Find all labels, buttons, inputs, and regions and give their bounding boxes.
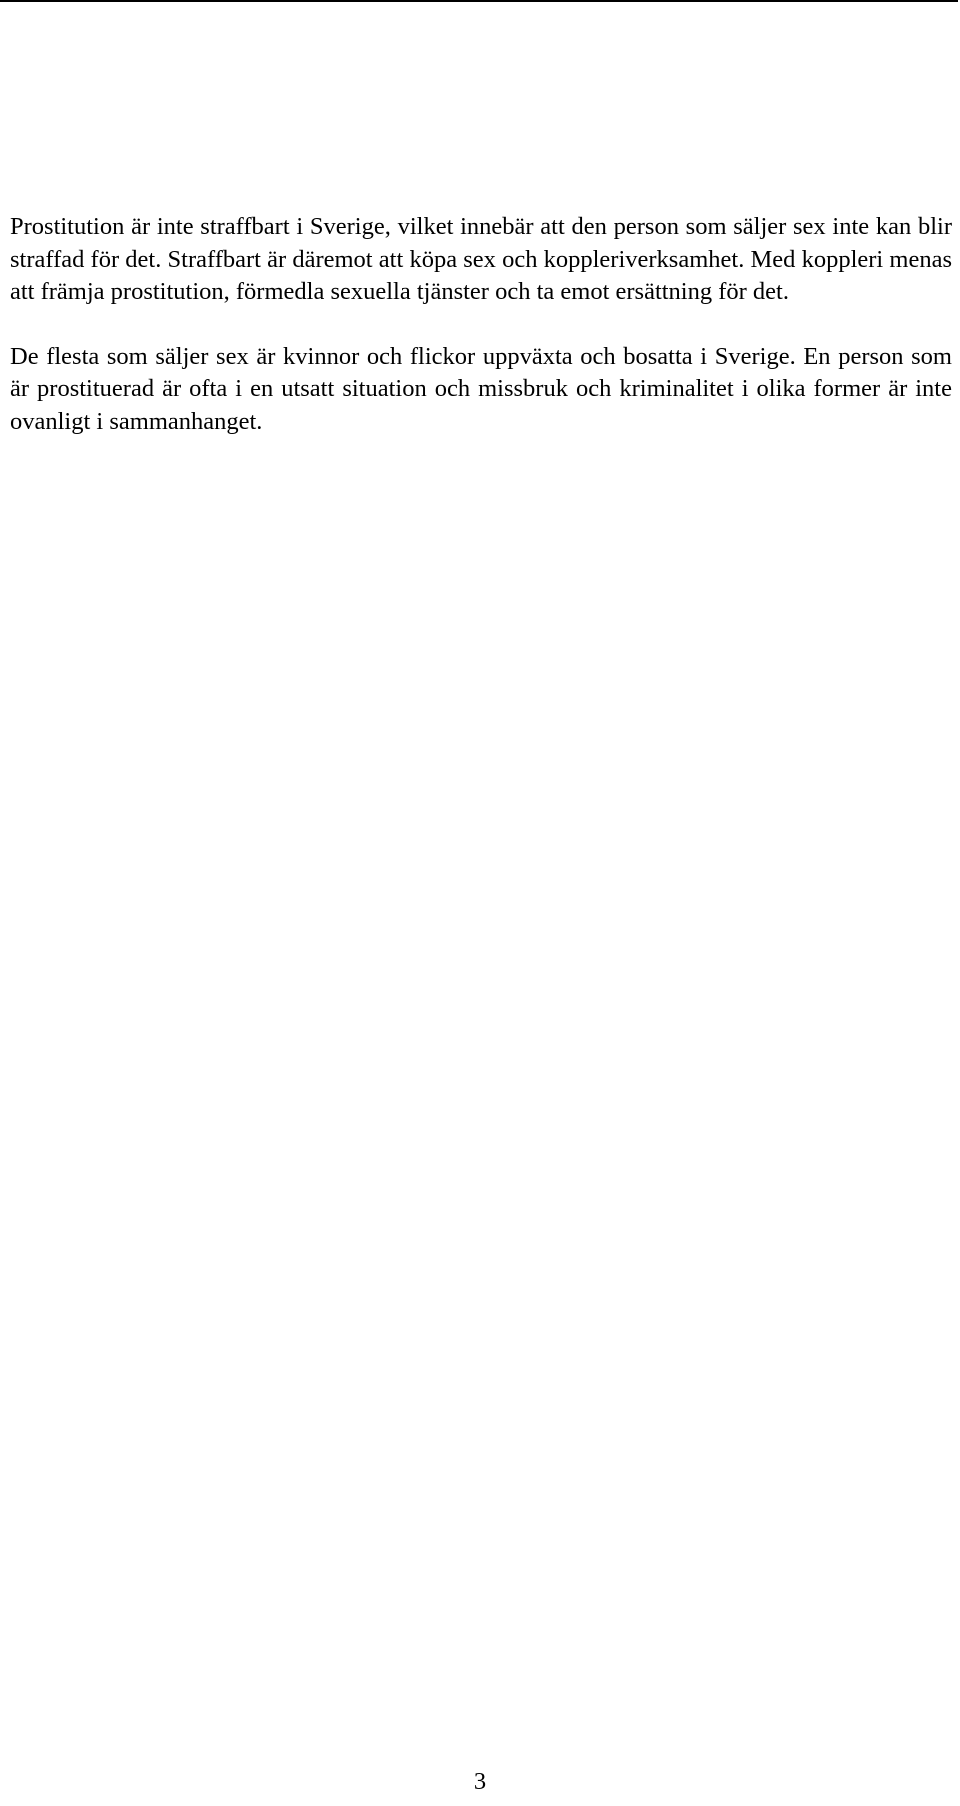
document-body [10, 211, 952, 439]
page-number: 3 [473, 1768, 487, 1795]
top-border-line [0, 0, 958, 2]
paragraph-prostitution-law: Prostitution är inte straffbart i Sverige, vilket innebär att den person som säljer sex inte kan blir straffad för det. Straffbart är däremot att köpa sex och koppleriverksamhet. Med koppleri menas att främja prostitution, förmedla sexuella tjänster och ta emot ersättning för det. [10, 213, 952, 306]
paragraph-who-sells-sex: De flesta som säljer sex är kvinnor och flickor uppväxta och bosatta i Sverige. En person som är prostituerad är ofta i en utsatt situation och missbruk och kriminalitet i olika former är inte ovanligt i sammanhanget. [10, 342, 952, 435]
